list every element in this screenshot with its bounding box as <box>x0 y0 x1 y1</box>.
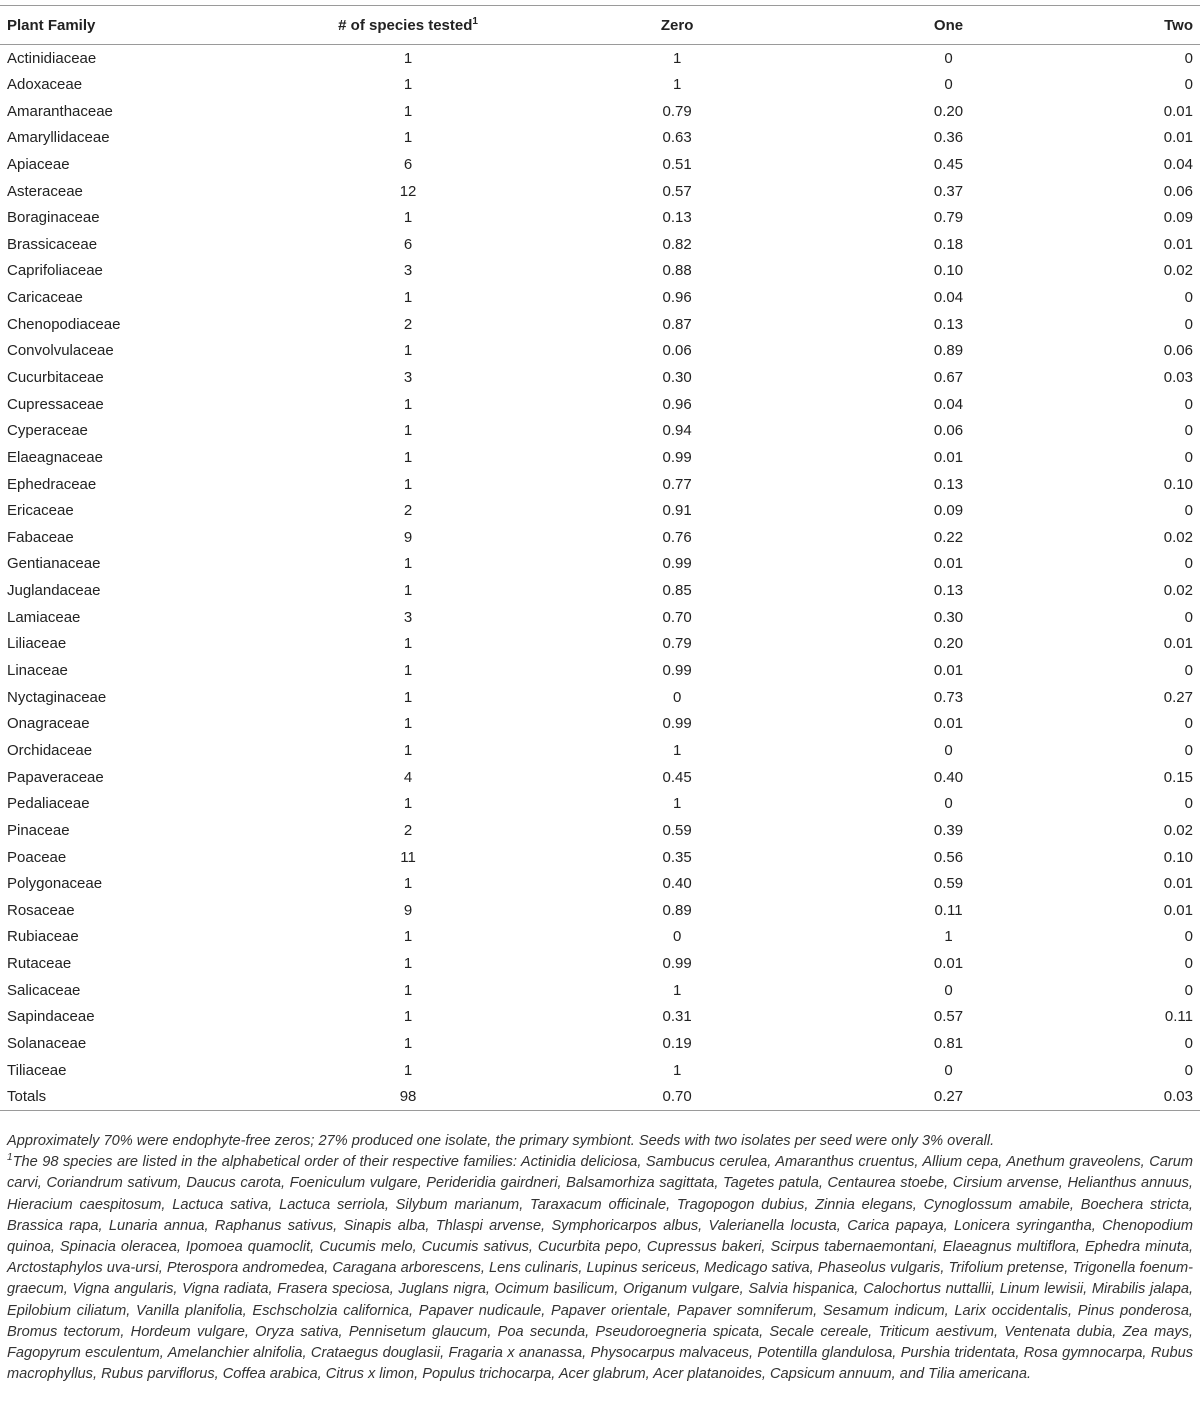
cell-zero: 0.06 <box>662 342 692 360</box>
cell-species-tested: 2 <box>403 821 413 839</box>
cell-two: 0 <box>1184 75 1193 93</box>
cell-two: 0 <box>1184 981 1193 999</box>
cell-plant-family: Caricaceae <box>7 289 83 307</box>
cell-species-tested: 1 <box>403 981 413 999</box>
cell-one: 0.27 <box>813 1083 1084 1110</box>
cell-plant-family: Cucurbitaceae <box>7 369 104 386</box>
cell-one: 0.01 <box>933 448 964 466</box>
cell-zero: 1 <box>672 1061 682 1079</box>
cell-two: 0.01 <box>1163 635 1193 653</box>
cell-plant-family: Rubiaceae <box>7 928 79 946</box>
table-row <box>0 284 1200 311</box>
cell-one: 0.45 <box>933 155 964 173</box>
cell-zero: 0.31 <box>662 1008 692 1026</box>
cell-zero: 1 <box>672 795 682 813</box>
cell-zero: 0.30 <box>662 369 692 386</box>
cell-species-tested: 1 <box>403 75 413 93</box>
cell-zero: 0.96 <box>662 395 692 413</box>
cell-plant-family: Cupressaceae <box>7 395 104 413</box>
cell-plant-family: Polygonaceae <box>7 875 103 893</box>
cell-zero: 0.79 <box>662 635 692 653</box>
cell-zero: 0.13 <box>662 209 692 227</box>
cell-one: 0 <box>944 75 953 93</box>
cell-plant-family: Salicaceae <box>7 981 81 999</box>
cell-two: 0.02 <box>1163 582 1193 600</box>
cell-species-tested: 3 <box>403 262 413 280</box>
cell-one: 0.37 <box>933 182 964 200</box>
cell-zero: 0.99 <box>662 448 692 466</box>
table-row <box>0 897 1200 924</box>
footnote-text: The 98 species are listed in the alphabetical order of their respective families: Actinidia deliciosa, Sambucus cerulea, Amaranthus cruentus, Allium cepa, Anethum graveolens, Carum carvi, Coriandrum sativum, Daucus carota, Foeniculum vulgare, Perideridia gairdneri, Balsamorhiza sagittata, Tagetes patula, Centaurea stoebe, Cirsium arvense, Helianthus annuus, Hieracium caespitosum, Lactuca sativa, Lactuca serriola, Silybum marianum, Taraxacum officinale, Tragopogon dubius, Zinnia elegans, Cynoglossum amabile, Boechera stricta, Brassica rapa, Lunaria annua, Raphanus sativus, Sinapis alba, Thlaspi arvense, Symphoricarpos albus, Valerianella locusta, Carica papaya, Lonicera syringantha, Chenopodium quinoa, Spinacia oleracea, Ipomoea quamoclit, Cucumis melo, Cucumis sativus, Cucurbita pepo, Cupressus bakeri, Scirpus tabernaemontani, Elaeagnus multiflora, Ephedra minuta, Arctostaphylos uva-ursi, Pterospora andromedea, Caragana arborescens, Lens culinaris, Lupinus sericeus, Medicago sativa, Phaseolus vulgaris, Trifolium pretense, Trigonella foenum-graecum, Vigna angularis, Vigna radiata, Frasera speciosa, Juglans nigra, Ocimum basilicum, Origanum vulgare, Salvia hispanica, Calochortus nuttallii, Linum lewisii, Mirabilis jalapa, Epilobium ciliatum, Vanilla planifolia, Eschscholzia californica, Papaver nudicaule, Papaver orientale, Papaver somniferum, Sesamum indicum, Larix occidentalis, Pinus ponderosa, Bromus tectorum, Hordeum vulgare, Oryza sativa, Pennisetum glaucum, Poa secunda, Pseudoroegneria spicata, Secale cereale, Triticum aestivum, Ventenata dubia, Zea mays, Fagopyrum esculentum, Amelanchier alnifolia, Crataegus douglasii, Fragaria x ananassa, Physocarpus malvaceus, Potentilla glandulosa, Purshia tridentata, Rosa gymnocarpa, Rubus macrophyllus, Rubus parviflorus, Coffea arabica, Citrus x limon, Populus trichocarpa, Acer glabrum, Acer platanoides, Capsicum annuum, and Tilia americana. <box>7 1154 1193 1383</box>
table-row <box>0 604 1200 631</box>
cell-two: 0.01 <box>1163 102 1193 120</box>
cell-two: 0.02 <box>1163 821 1193 839</box>
cell-species-tested: 9 <box>403 901 413 919</box>
cell-plant-family: Papaveraceae <box>7 768 104 786</box>
table-row <box>0 1004 1200 1031</box>
cell-plant-family: Cyperaceae <box>7 422 88 440</box>
cell-one: 0 <box>944 981 953 999</box>
cell-two: 0 <box>1184 795 1193 813</box>
header-one: One <box>813 6 1084 45</box>
cell-one: 0.04 <box>933 289 964 307</box>
cell-one: 0.56 <box>933 848 964 866</box>
cell-one: 0.20 <box>933 635 964 653</box>
cell-zero: 0 <box>672 928 682 946</box>
cell-two: 0.03 <box>1163 369 1193 386</box>
cell-species-tested: 1 <box>403 422 413 440</box>
cell-plant-family: Linaceae <box>7 662 68 680</box>
cell-species-tested: 1 <box>403 582 413 600</box>
cell-species-tested: 2 <box>403 315 413 333</box>
cell-two: 0 <box>1184 741 1193 759</box>
cell-plant-family: Asteraceae <box>7 182 83 200</box>
cell-species-tested: 1 <box>403 209 413 227</box>
cell-zero: 0.94 <box>662 422 692 440</box>
cell-plant-family: Poaceae <box>7 848 67 866</box>
cell-plant-family: Pinaceae <box>7 821 70 839</box>
cell-zero: 0.85 <box>662 582 692 600</box>
table-row <box>0 684 1200 711</box>
cell-plant-family: Rosaceae <box>7 901 75 919</box>
cell-zero: 0.63 <box>662 129 692 147</box>
cell-two: 0 <box>1184 289 1193 307</box>
cell-plant-family: Tiliaceae <box>7 1061 67 1079</box>
table-row <box>0 258 1200 285</box>
cell-zero: 0.89 <box>662 901 692 919</box>
cell-species-tested: 12 <box>399 182 417 200</box>
table-row <box>0 870 1200 897</box>
footnote-marker: 1 <box>7 1152 13 1164</box>
table-row <box>0 338 1200 365</box>
cell-one: 0.01 <box>933 662 964 680</box>
cell-plant-family: Ephedraceae <box>7 475 97 493</box>
cell-two: 0.01 <box>1163 129 1193 147</box>
cell-species-tested: 1 <box>403 448 413 466</box>
cell-zero: 1 <box>672 981 682 999</box>
cell-plant-family: Boraginaceae <box>7 209 100 227</box>
cell-plant-family: Brassicaceae <box>7 235 98 253</box>
table-row <box>0 1057 1200 1084</box>
cell-species-tested: 3 <box>403 369 413 386</box>
cell-zero: 0.79 <box>662 102 692 120</box>
table-row <box>0 98 1200 125</box>
table-row <box>0 311 1200 338</box>
cell-two: 0 <box>1184 662 1193 680</box>
cell-one: 0 <box>944 741 953 759</box>
cell-zero: 0.70 <box>541 1083 812 1110</box>
table-row <box>0 231 1200 258</box>
cell-species-tested: 1 <box>403 49 413 67</box>
table-row <box>0 657 1200 684</box>
table-row <box>0 151 1200 178</box>
cell-two: 0.02 <box>1163 528 1193 546</box>
cell-one: 0 <box>944 795 953 813</box>
table-row <box>0 631 1200 658</box>
cell-plant-family: Actinidiaceae <box>7 49 97 67</box>
cell-two: 0 <box>1184 502 1193 520</box>
cell-one: 0.13 <box>933 475 964 493</box>
cell-zero: 0.40 <box>662 875 692 893</box>
table-row <box>0 124 1200 151</box>
cell-species-tested: 1 <box>403 715 413 733</box>
cell-plant-family: Apiaceae <box>7 155 70 173</box>
cell-one: 0.13 <box>933 582 964 600</box>
table-row <box>0 204 1200 231</box>
cell-species-tested: 1 <box>403 688 413 706</box>
cell-plant-family: Juglandaceae <box>7 582 101 600</box>
cell-two: 0.02 <box>1163 262 1193 280</box>
cell-one: 0.79 <box>933 209 964 227</box>
cell-species-tested: 1 <box>403 475 413 493</box>
cell-species-tested: 1 <box>403 395 413 413</box>
table-header <box>0 6 1200 45</box>
table-row <box>0 790 1200 817</box>
cell-one: 0.20 <box>933 102 964 120</box>
cell-species-tested: 1 <box>403 875 413 893</box>
cell-species-tested: 4 <box>403 768 413 786</box>
cell-one: 0.01 <box>933 715 964 733</box>
cell-two: 0.09 <box>1163 209 1193 227</box>
cell-one: 0.13 <box>933 315 964 333</box>
cell-zero: 0.77 <box>662 475 692 493</box>
cell-zero: 0.99 <box>662 955 692 973</box>
cell-zero: 1 <box>672 741 682 759</box>
cell-zero: 0.70 <box>662 608 692 626</box>
header-zero: Zero <box>541 6 812 45</box>
cell-two: 0 <box>1184 49 1193 67</box>
table-row <box>0 364 1200 391</box>
table-notes <box>7 1131 1193 1385</box>
cell-two: 0.15 <box>1163 768 1193 786</box>
cell-zero: 0.59 <box>662 821 692 839</box>
cell-zero: 0.57 <box>662 182 692 200</box>
cell-one: 0.59 <box>933 875 964 893</box>
cell-species-tested: 6 <box>403 155 413 173</box>
data-table <box>0 5 1200 1111</box>
cell-one: 0.73 <box>933 688 964 706</box>
cell-two: 0.01 <box>1163 901 1193 919</box>
table-row <box>0 178 1200 205</box>
cell-plant-family: Rutaceae <box>7 955 72 973</box>
cell-one: 0.06 <box>933 422 964 440</box>
table-row <box>0 471 1200 498</box>
table-row <box>0 45 1200 72</box>
cell-two: 0 <box>1184 928 1193 946</box>
cell-plant-family: Sapindaceae <box>7 1008 95 1026</box>
table-row <box>0 817 1200 844</box>
header-two: Two <box>1084 6 1200 45</box>
cell-zero: 0.87 <box>662 315 692 333</box>
cell-two: 0 <box>1184 422 1193 440</box>
cell-one: 0.01 <box>933 955 964 973</box>
cell-two: 0.10 <box>1163 848 1193 866</box>
cell-one: 1 <box>944 928 953 946</box>
table-row <box>0 737 1200 764</box>
cell-species-tested: 9 <box>403 528 413 546</box>
table-row <box>0 71 1200 98</box>
cell-species-tested: 1 <box>403 955 413 973</box>
cell-two: 0 <box>1184 1035 1193 1053</box>
cell-zero: 0.51 <box>662 155 692 173</box>
table-row <box>0 950 1200 977</box>
cell-one: 0.10 <box>933 262 964 280</box>
cell-plant-family: Onagraceae <box>7 715 90 733</box>
cell-plant-family: Amaranthaceae <box>7 102 113 120</box>
cell-one: 0.11 <box>934 901 963 919</box>
cell-zero: 0 <box>672 688 682 706</box>
cell-two: 0.03 <box>1084 1083 1200 1110</box>
cell-plant-family: Gentianaceae <box>7 555 101 573</box>
cell-species-tested: 3 <box>403 608 413 626</box>
cell-zero: 0.99 <box>662 715 692 733</box>
cell-one: 0.57 <box>933 1008 964 1026</box>
cell-one: 0.36 <box>933 129 964 147</box>
cell-species-tested: 6 <box>403 235 413 253</box>
table-row <box>0 844 1200 871</box>
cell-two: 0.10 <box>1163 475 1193 493</box>
header-plant-family: Plant Family <box>0 6 275 45</box>
cell-two: 0 <box>1184 715 1193 733</box>
cell-two: 0.01 <box>1163 875 1193 893</box>
table-row <box>0 924 1200 951</box>
cell-one: 0.40 <box>933 768 964 786</box>
table-row <box>0 977 1200 1004</box>
cell-two: 0.01 <box>1163 235 1193 253</box>
cell-plant-family: Lamiaceae <box>7 608 81 626</box>
cell-species-tested: 1 <box>403 1008 413 1026</box>
cell-one: 0.01 <box>933 555 964 573</box>
cell-two: 0 <box>1184 448 1193 466</box>
header-species-tested <box>275 6 542 45</box>
table-body <box>0 45 1200 1111</box>
cell-species-tested: 1 <box>403 635 413 653</box>
totals-row <box>0 1083 1200 1110</box>
footnote <box>7 1152 1193 1385</box>
cell-species-tested: 1 <box>403 928 413 946</box>
cell-zero: 0.99 <box>662 555 692 573</box>
cell-one: 0.89 <box>933 342 964 360</box>
cell-species-tested: 1 <box>403 1061 413 1079</box>
cell-plant-family: Pedaliaceae <box>7 795 90 813</box>
cell-zero: 1 <box>672 75 682 93</box>
cell-species-tested: 2 <box>403 502 413 520</box>
cell-plant-family: Elaeagnaceae <box>7 448 103 466</box>
cell-two: 0 <box>1184 395 1193 413</box>
cell-species-tested: 1 <box>403 795 413 813</box>
cell-zero: 0.35 <box>662 848 692 866</box>
cell-two: 0 <box>1184 555 1193 573</box>
cell-plant-family: Ericaceae <box>7 502 74 520</box>
cell-species-tested: 1 <box>403 1035 413 1053</box>
cell-species-tested: 1 <box>403 555 413 573</box>
cell-zero: 0.88 <box>662 262 692 280</box>
cell-species-tested: 1 <box>403 129 413 147</box>
cell-zero: 0.82 <box>662 235 692 253</box>
cell-two: 0.04 <box>1163 155 1193 173</box>
cell-one: 0.18 <box>933 235 964 253</box>
table-row <box>0 524 1200 551</box>
table-row <box>0 391 1200 418</box>
cell-one: 0.81 <box>933 1035 964 1053</box>
cell-plant-family: Chenopodiaceae <box>7 315 121 333</box>
cell-one: 0 <box>944 1061 953 1079</box>
cell-species-tested: 1 <box>403 741 413 759</box>
cell-species-tested: 1 <box>403 102 413 120</box>
cell-one: 0.39 <box>933 821 964 839</box>
cell-plant-family: Fabaceae <box>7 528 74 546</box>
cell-zero: 1 <box>672 49 682 67</box>
cell-plant-family: Totals <box>0 1083 275 1110</box>
cell-species-tested: 1 <box>403 662 413 680</box>
cell-two: 0 <box>1184 1061 1193 1079</box>
cell-plant-family: Convolvulaceae <box>7 342 114 360</box>
cell-species-tested: 1 <box>403 342 413 360</box>
cell-one: 0.22 <box>933 528 964 546</box>
summary-note: Approximately 70% were endophyte-free zeros; 27% produced one isolate, the primary symbiont. Seeds with two isolates per seed were only 3% overall. <box>7 1133 995 1149</box>
cell-zero: 0.91 <box>662 502 692 520</box>
cell-two: 0 <box>1184 608 1193 626</box>
cell-zero: 0.19 <box>662 1035 692 1053</box>
cell-plant-family: Solanaceae <box>7 1035 87 1053</box>
header-row <box>0 6 1200 45</box>
cell-plant-family: Adoxaceae <box>7 75 83 93</box>
cell-plant-family: Liliaceae <box>7 635 67 653</box>
cell-two: 0.11 <box>1164 1008 1193 1026</box>
cell-plant-family: Amaryllidaceae <box>7 129 110 147</box>
cell-one: 0.04 <box>933 395 964 413</box>
table-row <box>0 444 1200 471</box>
header-species-label: # of species tested <box>338 16 473 34</box>
cell-two: 0.27 <box>1163 688 1193 706</box>
cell-two: 0.06 <box>1163 342 1193 360</box>
cell-species-tested: 1 <box>403 289 413 307</box>
cell-two: 0 <box>1184 955 1193 973</box>
cell-zero: 0.99 <box>662 662 692 680</box>
cell-plant-family: Nyctaginaceae <box>7 688 107 706</box>
table-row <box>0 417 1200 444</box>
footnote-marker-header: 1 <box>472 15 478 27</box>
cell-species-tested: 11 <box>400 848 416 866</box>
table-row <box>0 577 1200 604</box>
cell-one: 0.09 <box>933 502 964 520</box>
table-row <box>0 551 1200 578</box>
cell-zero: 0.76 <box>662 528 692 546</box>
cell-two: 0.06 <box>1163 182 1193 200</box>
cell-one: 0.67 <box>933 369 964 386</box>
cell-zero: 0.96 <box>662 289 692 307</box>
table-row <box>0 764 1200 791</box>
cell-two: 0 <box>1184 315 1193 333</box>
table-row <box>0 497 1200 524</box>
table-row <box>0 711 1200 738</box>
table-row <box>0 1030 1200 1057</box>
cell-one: 0 <box>944 49 953 67</box>
cell-plant-family: Caprifoliaceae <box>7 262 103 280</box>
cell-zero: 0.45 <box>662 768 692 786</box>
cell-species-tested: 98 <box>275 1083 542 1110</box>
cell-one: 0.30 <box>933 608 964 626</box>
cell-plant-family: Orchidaceae <box>7 741 93 759</box>
